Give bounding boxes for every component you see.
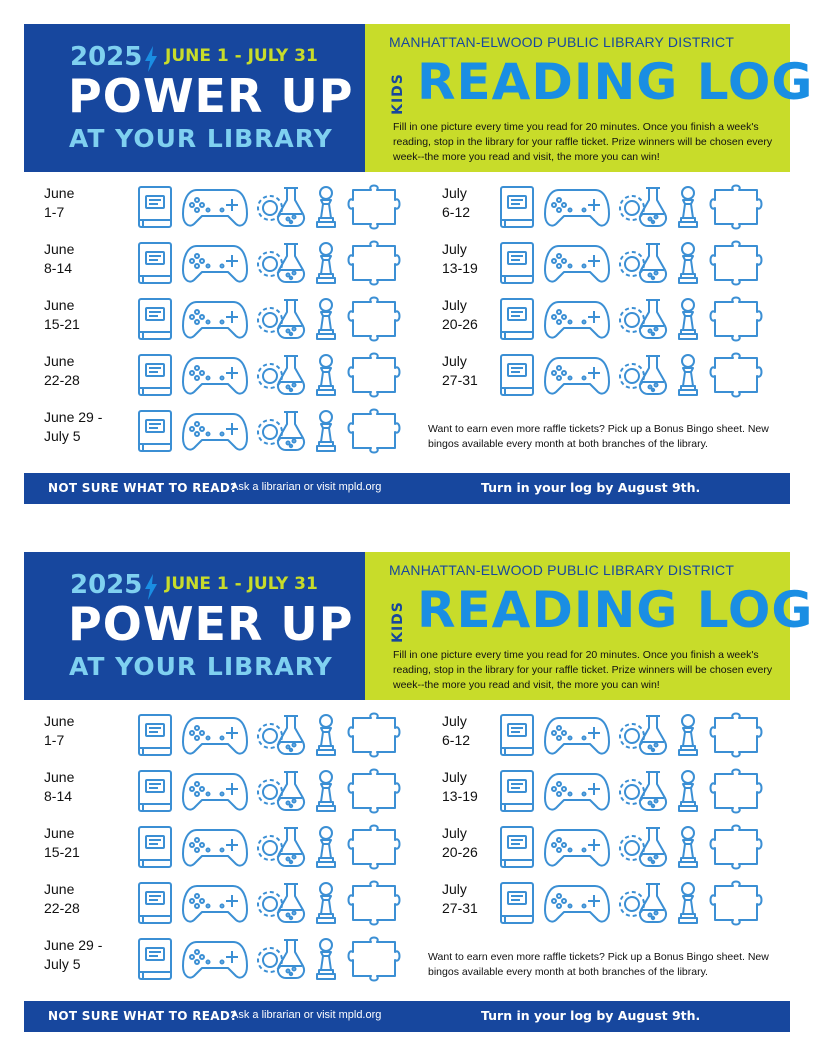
- chess-pawn-icon[interactable]: [314, 768, 338, 814]
- book-icon[interactable]: [136, 352, 174, 398]
- puzzle-piece-icon[interactable]: [708, 352, 764, 398]
- game-controller-icon[interactable]: [182, 240, 248, 286]
- week-label: June 15-21: [44, 297, 80, 332]
- puzzle-piece-icon[interactable]: [708, 184, 764, 230]
- week-label: July 27-31: [442, 881, 478, 916]
- chess-pawn-icon[interactable]: [314, 296, 338, 342]
- book-icon[interactable]: [498, 824, 536, 870]
- game-controller-icon[interactable]: [182, 824, 248, 870]
- puzzle-piece-icon[interactable]: [346, 768, 402, 814]
- science-flask-icon[interactable]: [256, 824, 308, 870]
- game-controller-icon[interactable]: [182, 408, 248, 454]
- chess-pawn-icon[interactable]: [314, 352, 338, 398]
- book-icon[interactable]: [498, 768, 536, 814]
- puzzle-piece-icon[interactable]: [708, 296, 764, 342]
- district-name: MANHATTAN-ELWOOD PUBLIC LIBRARY DISTRICT: [389, 562, 735, 578]
- week-label: June 22-28: [44, 353, 80, 388]
- puzzle-piece-icon[interactable]: [708, 880, 764, 926]
- puzzle-piece-icon[interactable]: [708, 240, 764, 286]
- week-label: July 13-19: [442, 241, 478, 276]
- puzzle-piece-icon[interactable]: [346, 184, 402, 230]
- science-flask-icon[interactable]: [618, 768, 670, 814]
- book-icon[interactable]: [498, 712, 536, 758]
- instructions: Fill in one picture every time you read for 20 minutes. Once you finish a week's reading, stop in the library for your raffle ticket. Prize winners will be chosen every week--the more you read and visit, the more you can win!: [393, 649, 773, 691]
- reading-log-title: READING LOG: [417, 581, 814, 639]
- puzzle-piece-icon[interactable]: [708, 768, 764, 814]
- chess-pawn-icon[interactable]: [676, 240, 700, 286]
- chess-pawn-icon[interactable]: [676, 352, 700, 398]
- puzzle-piece-icon[interactable]: [346, 352, 402, 398]
- week-label: June 1-7: [44, 185, 75, 220]
- science-flask-icon[interactable]: [618, 240, 670, 286]
- week-label: July 6-12: [442, 185, 471, 220]
- reading-log-banner: [365, 552, 814, 700]
- puzzle-piece-icon[interactable]: [346, 712, 402, 758]
- science-flask-icon[interactable]: [256, 184, 308, 230]
- turn-in-deadline: Turn in your log by August 9th.: [481, 1008, 701, 1023]
- science-flask-icon[interactable]: [256, 296, 308, 342]
- game-controller-icon[interactable]: [182, 712, 248, 758]
- science-flask-icon[interactable]: [618, 880, 670, 926]
- ask-librarian-text: Ask a librarian or visit mpld.org: [231, 1009, 382, 1021]
- week-label: July 6-12: [442, 713, 471, 748]
- reading-log-2: [24, 552, 814, 1032]
- book-icon[interactable]: [136, 408, 174, 454]
- power-up-banner: [24, 552, 365, 700]
- not-sure-heading: NOT SURE WHAT TO READ?: [48, 481, 238, 495]
- week-label: July 13-19: [442, 769, 478, 804]
- chess-pawn-icon[interactable]: [314, 240, 338, 286]
- footer-bar: [24, 473, 790, 504]
- chess-pawn-icon[interactable]: [676, 184, 700, 230]
- game-controller-icon[interactable]: [182, 768, 248, 814]
- at-your-library: AT YOUR LIBRARY: [69, 652, 333, 681]
- power-up-title: POWER UP: [68, 597, 354, 651]
- science-flask-icon[interactable]: [256, 712, 308, 758]
- science-flask-icon[interactable]: [618, 296, 670, 342]
- chess-pawn-icon[interactable]: [676, 712, 700, 758]
- turn-in-deadline: Turn in your log by August 9th.: [481, 480, 701, 495]
- year-label: 2025: [70, 570, 143, 600]
- power-up-banner: [24, 24, 365, 172]
- game-controller-icon[interactable]: [544, 880, 610, 926]
- date-range: JUNE 1 - JULY 31: [165, 574, 318, 594]
- book-icon[interactable]: [136, 240, 174, 286]
- puzzle-piece-icon[interactable]: [346, 880, 402, 926]
- ask-librarian-text: Ask a librarian or visit mpld.org: [231, 481, 382, 493]
- date-range: JUNE 1 - JULY 31: [165, 46, 318, 66]
- chess-pawn-icon[interactable]: [314, 824, 338, 870]
- book-icon[interactable]: [136, 184, 174, 230]
- chess-pawn-icon[interactable]: [314, 408, 338, 454]
- game-controller-icon[interactable]: [182, 880, 248, 926]
- book-icon[interactable]: [136, 768, 174, 814]
- game-controller-icon[interactable]: [544, 824, 610, 870]
- book-icon[interactable]: [136, 880, 174, 926]
- book-icon[interactable]: [136, 824, 174, 870]
- science-flask-icon[interactable]: [618, 184, 670, 230]
- kids-label: KIDS: [389, 73, 406, 115]
- reading-log-banner: [365, 24, 814, 172]
- chess-pawn-icon[interactable]: [314, 712, 338, 758]
- science-flask-icon[interactable]: [256, 936, 308, 982]
- week-label: July 20-26: [442, 825, 478, 860]
- puzzle-piece-icon[interactable]: [708, 824, 764, 870]
- footer-bar: [24, 1001, 790, 1032]
- puzzle-piece-icon[interactable]: [346, 296, 402, 342]
- year-label: 2025: [70, 42, 143, 72]
- chess-pawn-icon[interactable]: [314, 880, 338, 926]
- game-controller-icon[interactable]: [544, 712, 610, 758]
- not-sure-heading: NOT SURE WHAT TO READ?: [48, 1009, 238, 1023]
- game-controller-icon[interactable]: [544, 296, 610, 342]
- instructions: Fill in one picture every time you read for 20 minutes. Once you finish a week's reading, stop in the library for your raffle ticket. Prize winners will be chosen every week--the more you read and visit, the more you can win!: [393, 121, 773, 163]
- book-icon[interactable]: [136, 712, 174, 758]
- week-label: June 15-21: [44, 825, 80, 860]
- game-controller-icon[interactable]: [182, 936, 248, 982]
- book-icon[interactable]: [136, 936, 174, 982]
- book-icon[interactable]: [498, 240, 536, 286]
- science-flask-icon[interactable]: [618, 712, 670, 758]
- game-controller-icon[interactable]: [182, 184, 248, 230]
- chess-pawn-icon[interactable]: [314, 936, 338, 982]
- week-label: June 29 - July 5: [44, 409, 103, 444]
- week-label: June 1-7: [44, 713, 75, 748]
- chess-pawn-icon[interactable]: [676, 768, 700, 814]
- game-controller-icon[interactable]: [544, 240, 610, 286]
- science-flask-icon[interactable]: [256, 352, 308, 398]
- game-controller-icon[interactable]: [544, 768, 610, 814]
- week-label: July 27-31: [442, 353, 478, 388]
- game-controller-icon[interactable]: [182, 296, 248, 342]
- district-name: MANHATTAN-ELWOOD PUBLIC LIBRARY DISTRICT: [389, 34, 735, 50]
- science-flask-icon[interactable]: [618, 352, 670, 398]
- at-your-library: AT YOUR LIBRARY: [69, 124, 333, 153]
- power-up-title: POWER UP: [68, 69, 354, 123]
- puzzle-piece-icon[interactable]: [708, 712, 764, 758]
- week-label: June 29 - July 5: [44, 937, 103, 972]
- puzzle-piece-icon[interactable]: [346, 936, 402, 982]
- puzzle-piece-icon[interactable]: [346, 240, 402, 286]
- book-icon[interactable]: [136, 296, 174, 342]
- chess-pawn-icon[interactable]: [314, 184, 338, 230]
- week-label: June 22-28: [44, 881, 80, 916]
- chess-pawn-icon[interactable]: [676, 824, 700, 870]
- book-icon[interactable]: [498, 352, 536, 398]
- game-controller-icon[interactable]: [182, 352, 248, 398]
- book-icon[interactable]: [498, 184, 536, 230]
- science-flask-icon[interactable]: [256, 880, 308, 926]
- science-flask-icon[interactable]: [256, 240, 308, 286]
- reading-log-1: [24, 24, 814, 504]
- bonus-bingo-note: Want to earn even more raffle tickets? Pick up a Bonus Bingo sheet. New bingos available every month at both branches of the library.: [428, 423, 769, 450]
- chess-pawn-icon[interactable]: [676, 880, 700, 926]
- kids-label: KIDS: [389, 601, 406, 643]
- puzzle-piece-icon[interactable]: [346, 824, 402, 870]
- bonus-bingo-note: Want to earn even more raffle tickets? Pick up a Bonus Bingo sheet. New bingos available every month at both branches of the library.: [428, 951, 769, 978]
- week-label: July 20-26: [442, 297, 478, 332]
- science-flask-icon[interactable]: [256, 408, 308, 454]
- book-icon[interactable]: [498, 880, 536, 926]
- game-controller-icon[interactable]: [544, 184, 610, 230]
- reading-log-title: READING LOG: [417, 53, 814, 111]
- game-controller-icon[interactable]: [544, 352, 610, 398]
- week-label: June 8-14: [44, 241, 75, 276]
- book-icon[interactable]: [498, 296, 536, 342]
- science-flask-icon[interactable]: [618, 824, 670, 870]
- chess-pawn-icon[interactable]: [676, 296, 700, 342]
- puzzle-piece-icon[interactable]: [346, 408, 402, 454]
- week-label: June 8-14: [44, 769, 75, 804]
- science-flask-icon[interactable]: [256, 768, 308, 814]
